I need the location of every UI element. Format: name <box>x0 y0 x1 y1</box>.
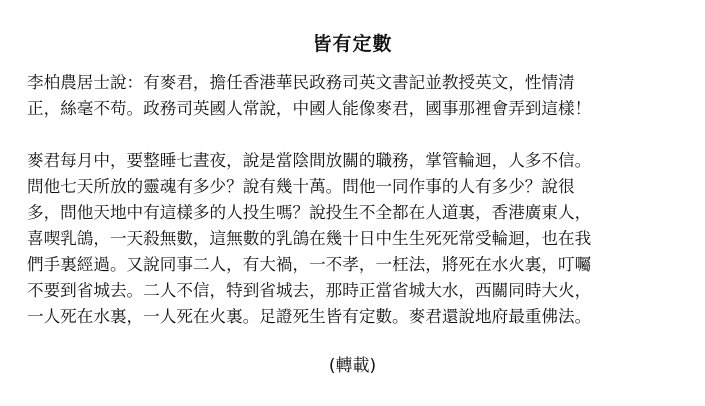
paragraph-2 <box>27 148 677 330</box>
paragraph-line: 李柏農居士說：有麥君，擔任香港華民政務司英文書記並教授英文，性情清 <box>27 73 575 92</box>
document-title: 皆有定數 <box>312 33 393 55</box>
paragraph-line: 不要到省城去。二人不信，特到省城去，那時正當省城大水，西關同時大火， <box>27 281 592 300</box>
source-note: (轉載) <box>328 356 377 376</box>
paragraph-line: 喜喫乳鴿，一天殺無數，這無數的乳鴿在幾十日中生生死死常受輪迴，也在我 <box>27 229 592 248</box>
paragraph-line: 麥君每月中，要整睡七晝夜，說是當陰間放關的職務，掌管輪迴，人多不信。 <box>27 151 592 170</box>
paragraph-1 <box>27 70 677 122</box>
paragraph-line: 們手裏經過。又說同事二人，有大禍，一不孝，一枉法，將死在水火裏，叮囑 <box>27 255 592 274</box>
paragraph-line: 多，問他天地中有這樣多的人投生嗎？說投生不全都在人道裏，香港廣東人， <box>27 203 592 222</box>
paragraph-line: 一人死在水裏，一人死在火裏。足證死生皆有定數。麥君還說地府最重佛法。 <box>27 307 592 326</box>
paragraph-line: 正，絲毫不苟。政務司英國人常說，中國人能像麥君，國事那裡會弄到這樣！ <box>27 99 592 118</box>
paragraph-line: 問他七天所放的靈魂有多少？說有幾十萬。問他一同作事的人有多少？說很 <box>27 177 575 196</box>
